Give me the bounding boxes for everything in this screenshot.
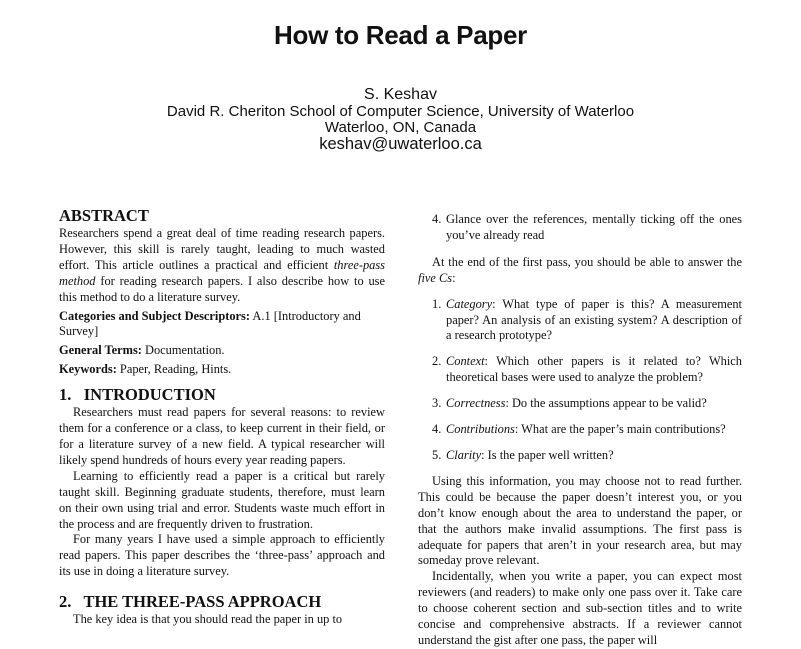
five-cs-intro: At the end of the first pass, you should be able to answer the five Cs:	[418, 254, 742, 285]
abstract-heading: ABSTRACT	[59, 206, 149, 225]
author-email: keshav@uwaterloo.ca	[319, 135, 482, 153]
left-column	[59, 206, 385, 628]
abstract-emphasis: three-pass method	[59, 257, 385, 288]
intro-paragraph-2: Learning to efficiently read a paper is a critical but rarely taught skill. Beginning graduate students, therefore, must learn on their own using trial and error. Students waste much effort in the process and are frequently driven to frustration.	[59, 468, 385, 531]
five-cs-item-context: 2. Context: Which other papers is it related to? Which theoretical bases were used to analyze the problem?	[432, 354, 742, 385]
five-cs-item-contributions: 4. Contributions: What are the paper’s main contributions?	[432, 422, 726, 437]
author-affiliation: David R. Cheriton School of Computer Science, University of Waterloo	[166, 103, 635, 120]
first-pass-step-4: 4. Glance over the references, mentally ticking off the ones you’ve already read	[432, 212, 742, 242]
keywords-line: Keywords: Paper, Reading, Hints.	[59, 362, 232, 377]
three-pass-heading: 2. THE THREE-PASS APPROACH	[59, 592, 322, 612]
categories-line: Categories and Subject Descriptors: A.1 [Introductory and Survey]	[59, 308, 361, 339]
intro-paragraph-3: For many years I have used a simple approach to efficiently read papers. This paper describes the ‘three-pass’ approach and its use in doing a literature survey.	[59, 532, 385, 579]
five-cs-item-correctness: 3. Correctness: Do the assumptions appear to be valid?	[432, 396, 707, 411]
incidentally-paragraph: Incidentally, when you write a paper, you can expect most reviewers (and readers) to make only one pass over it. Take care to choose coherent section and sub-section titles and to write concise and comprehensive abstracts. If a reviewer cannot understand the gist after one pass, the paper will	[418, 569, 742, 647]
paper-title: How to Read a Paper	[274, 20, 527, 50]
three-pass-paragraph-1: The key idea is that you should read the paper in up to	[73, 612, 343, 627]
general-terms-line: General Terms: Documentation.	[59, 343, 225, 358]
five-cs-item-category: 1. Category: What type of paper is this? A measurement paper? An analysis of an existing system? A description of a research prototype?	[432, 296, 742, 343]
author-location: Waterloo, ON, Canada	[324, 119, 477, 136]
using-information-paragraph: Using this information, you may choose not to read further. This could be because the paper doesn’t interest you, or you don’t know enough about the area to understand the paper, or that the authors make invalid assumptions. The first pass is adequate for papers that aren’t in your research area, but may someday prove relevant.	[418, 473, 742, 568]
author-name: S. Keshav	[364, 86, 437, 103]
right-column	[418, 206, 742, 649]
abstract-text: Researchers spend a great deal of time reading research papers. However, this skill is rarely taught, leading to much wasted effort. This article outlines a practical and efficient three-pass method for reading research papers. I also describe how to use this method to do a literature survey.	[59, 226, 385, 304]
intro-paragraph-1: Researchers must read papers for several reasons: to review them for a conference or a class, to keep current in their field, or for a literature survey of a new field. A typical researcher will likely spend hundreds of hours every year reading papers.	[59, 405, 385, 467]
introduction-heading: 1. INTRODUCTION	[59, 385, 216, 405]
author-block	[0, 86, 801, 153]
five-cs-item-clarity: 5. Clarity: Is the paper well written?	[432, 447, 614, 462]
